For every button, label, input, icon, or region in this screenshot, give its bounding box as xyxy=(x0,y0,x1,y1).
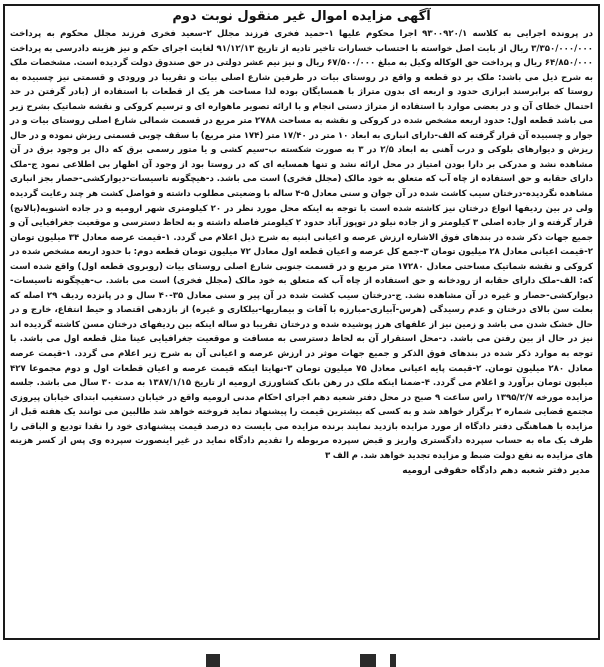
print-fragment xyxy=(360,654,376,667)
auction-notice xyxy=(3,4,600,640)
print-fragment xyxy=(390,654,396,667)
notice-signature: مدیر دفتر شعبه دهم دادگاه حقوقی ارومیه xyxy=(402,466,590,477)
print-fragment xyxy=(206,654,220,667)
next-clipping-edge xyxy=(0,648,604,667)
notice-title: آگهی مزایده اموال غیر منقول نوبت دوم xyxy=(172,9,431,24)
notice-body: در پرونده اجرایی به کلاسه ۹۳۰۰۹۲۰/۱ اجرا محکوم علیها ۱-حمید فخری فرزند مجلل ۲-سعید فخری فرزند مجلل محکوم به پرداخت ۳/۳۵۰/۰۰۰/۰۰۰ ریال از بابت اصل خواسته با احتساب خسارات تاخیر تادیه از تاریخ ۹۱/۱۲/۱۳ لغایت اجرای حکم و نیز هزینه دادرسی به پرداخت ۶۴/۸۵۰/۰۰۰ ریال و پرداخت حق الوکاله وکیل به مبلغ ۶۷/۵۰۰/۰۰۰ ریال و نیز نیم عشر دولتی در حق صندوق دولت گردیده است. مشخصات ملک به شرح ذیل می باشد: ملک بر دو قطعه و واقع در روستای بیات در طرفین شارع اصلی بیات و تقریبا در ورودی و قسمتی نیز چسبیده به روستا که برابرسند ابرازی حدود و اربعه ای بدون متراژ با همسایگان بوده لذا مساحت هر یک از قطعات با استفاده از (بادر گرفتن در حد احتمال خطای آن و در بعضی موارد با استفاده از متراژ دستی انجام و با ارائه تصویر ماهواره ای و ترسیم کروکی و نقشه شماتیک بشرح زیر می باشد قطعه اول: حدود اربعه مشخص شده در کروکی و نقشه به مساحت ۲۷۸۸ متر مربع در قسمت شمالی شارع اصلی روستای بیات و در جوار و چسبیده آن قرار گرفته که الف-دارای انباری به ابعاد ۱۰ متر در ۱۷/۴۰ متر (۱۷۴ متر مربع) با سقف چوبی قسمتی ریزش نموده و در حال ریزش و دیوارهای بلوکی و درب آهنی به ابعاد ۲/۵ در ۳ به صورت شکسته ب-سیم کشی و یا متور رسمی برق که دال بر وجود برق در آن مشاهده نشد و مدرکی بر دارا بودن امتیاز در محل ارائه نشد و تنها همسایه ای که در روستا بود از وجود آن اظهار بی اطلاعی نمود ج-ملک دارای حقابه و حق استفاده از چاه آب که متعلق به خود مالک (مجلل فخری) است می باشد. د-هیچگونه تاسیسات-دیوارکشی-حصار بجز انباری مشاهده نگردیده-درختان سیب کاشت شده در آن جوان و سنی معادل ۵-۴ ساله با وضعیتی مطلوب داشته و فواصل کشت هر چند رعایت گردیده ولی در بین ردیفها انواع درختان نیز کاشته شده است با توجه به اینکه محل مورد نظر در ۲۰ کیلومتری شهر ارومیه و در جاده اشنویه(بالانج) قرار گرفته و از جاده اصلی ۳ کیلومتر و از جاده نیلو در توپوز آباد حدود ۲ کیلومتر فاصله داشته و به لحاظ دسترسی و موقعیت جغرافیایی آن و جمیع جهات ذکر شده در بندهای فوق الاشاره ارزش عرصه و اعیانی ابنیه به شرح ذیل اعلام می گردد. ۱-قیمت عرصه معادل ۳۴ میلیون تومان ۲-قیمت اعیانی معادل ۲۸ میلیون تومان ۳-جمع کل عرصه و اعیان قطعه اول معادل ۷۲ میلیون تومان قطعه دوم: با حدود اربعه مشخص شده در کروکی و نقشه شماتیک مساحتی معادل ۱۷۲۸۰ متر مربع و در قسمت جنوبی شارع اصلی روستای بیات (روبروی قطعه اول) واقع شده است که: الف-ملک دارای حقابه از رودخانه و حق استفاده از چاه آب که متعلق به خود مالک (مجلل فخری) است می باشد. ب-هیچگونه تاسیسات-دیوارکشی-حصار و غیره در آن مشاهده نشد. ج-درختان سیب کشت شده در آن پیر و سنی معادل ۳۵-۴۰ سال و در پانزده ردیف ۲۹ اصله که بعلت سن بالای درختان و عدم رسیدگی (هرس-آبیاری-مبارزه با آفات و بیماریها-بیلکاری و غیره) از بازدهی اقتصاد و حیط انتفاع، خارج و در حال خشک شدن می باشد و زمین نیز از علفهای هرز پوشیده شده و درختان تقریبا دو ساله اینکه بین ردیفهای درختان مسن کاشته گردیده اند نیز در حال از بین رفتن می باشد. د-محل استقرار آن به لحاظ دسترسی به مسافت و موقعیت جغرافیایی عینا مثل قطعه اول می باشد. با توجه به موارد ذکر شده در بندهای فوق الذکر و جمیع جهات موثر در ارزش عرصه و اعیانی آن به شرح زیر اعلام می گردد. ۱-قیمت عرصه معادل ۲۸۰ میلیون تومان. ۲-قیمت پایه اعیانی معادل ۷۵ میلیون تومان ۳-نهایتا اینکه قیمت عرصه و اعیان قطعات اول و دوم مجموعا ۴۲۷ میلیون تومان برآورد و اعلام می گردد. ۴-ضمنا اینکه ملک در رهن بانک کشاورزی ارومیه از تاریخ ۱۳۸۷/۱/۱۵ به مدت ۳۰ سال می باشد. جلسه مزایده مورخه ۱۳۹۵/۲/۷ راس ساعت ۹ صبح در محل دفتر شعبه دهم اجرای احکام مدنی ارومیه واقع در خیابان دستغیب ابتدای خیابان پیروزی مجتمع قضایی شماره ۲ برگزار خواهد شد و به کسی که بیشترین قیمت را پیشنهاد نماید فروخته خواهد شد طالبین می توانند یک هفته قبل از مزایده با هماهنگی دفتر دادگاه از مورد مزایده بازدید نمایند برنده مزایده می بایست ده درصد قیمت پیشنهادی خود را نقدا تودیع و الباقی را ظرف یک ماه به حساب سپرده دادگستری واریز و قبض سپرده مربوطه را تقدیم دادگاه نماید در غیر اینصورت سپرده وی پس از کسر هزینه های مزایده به نفع دولت ضبط و مزایده تجدید خواهد شد. م الف ۳ xyxy=(10,29,594,461)
